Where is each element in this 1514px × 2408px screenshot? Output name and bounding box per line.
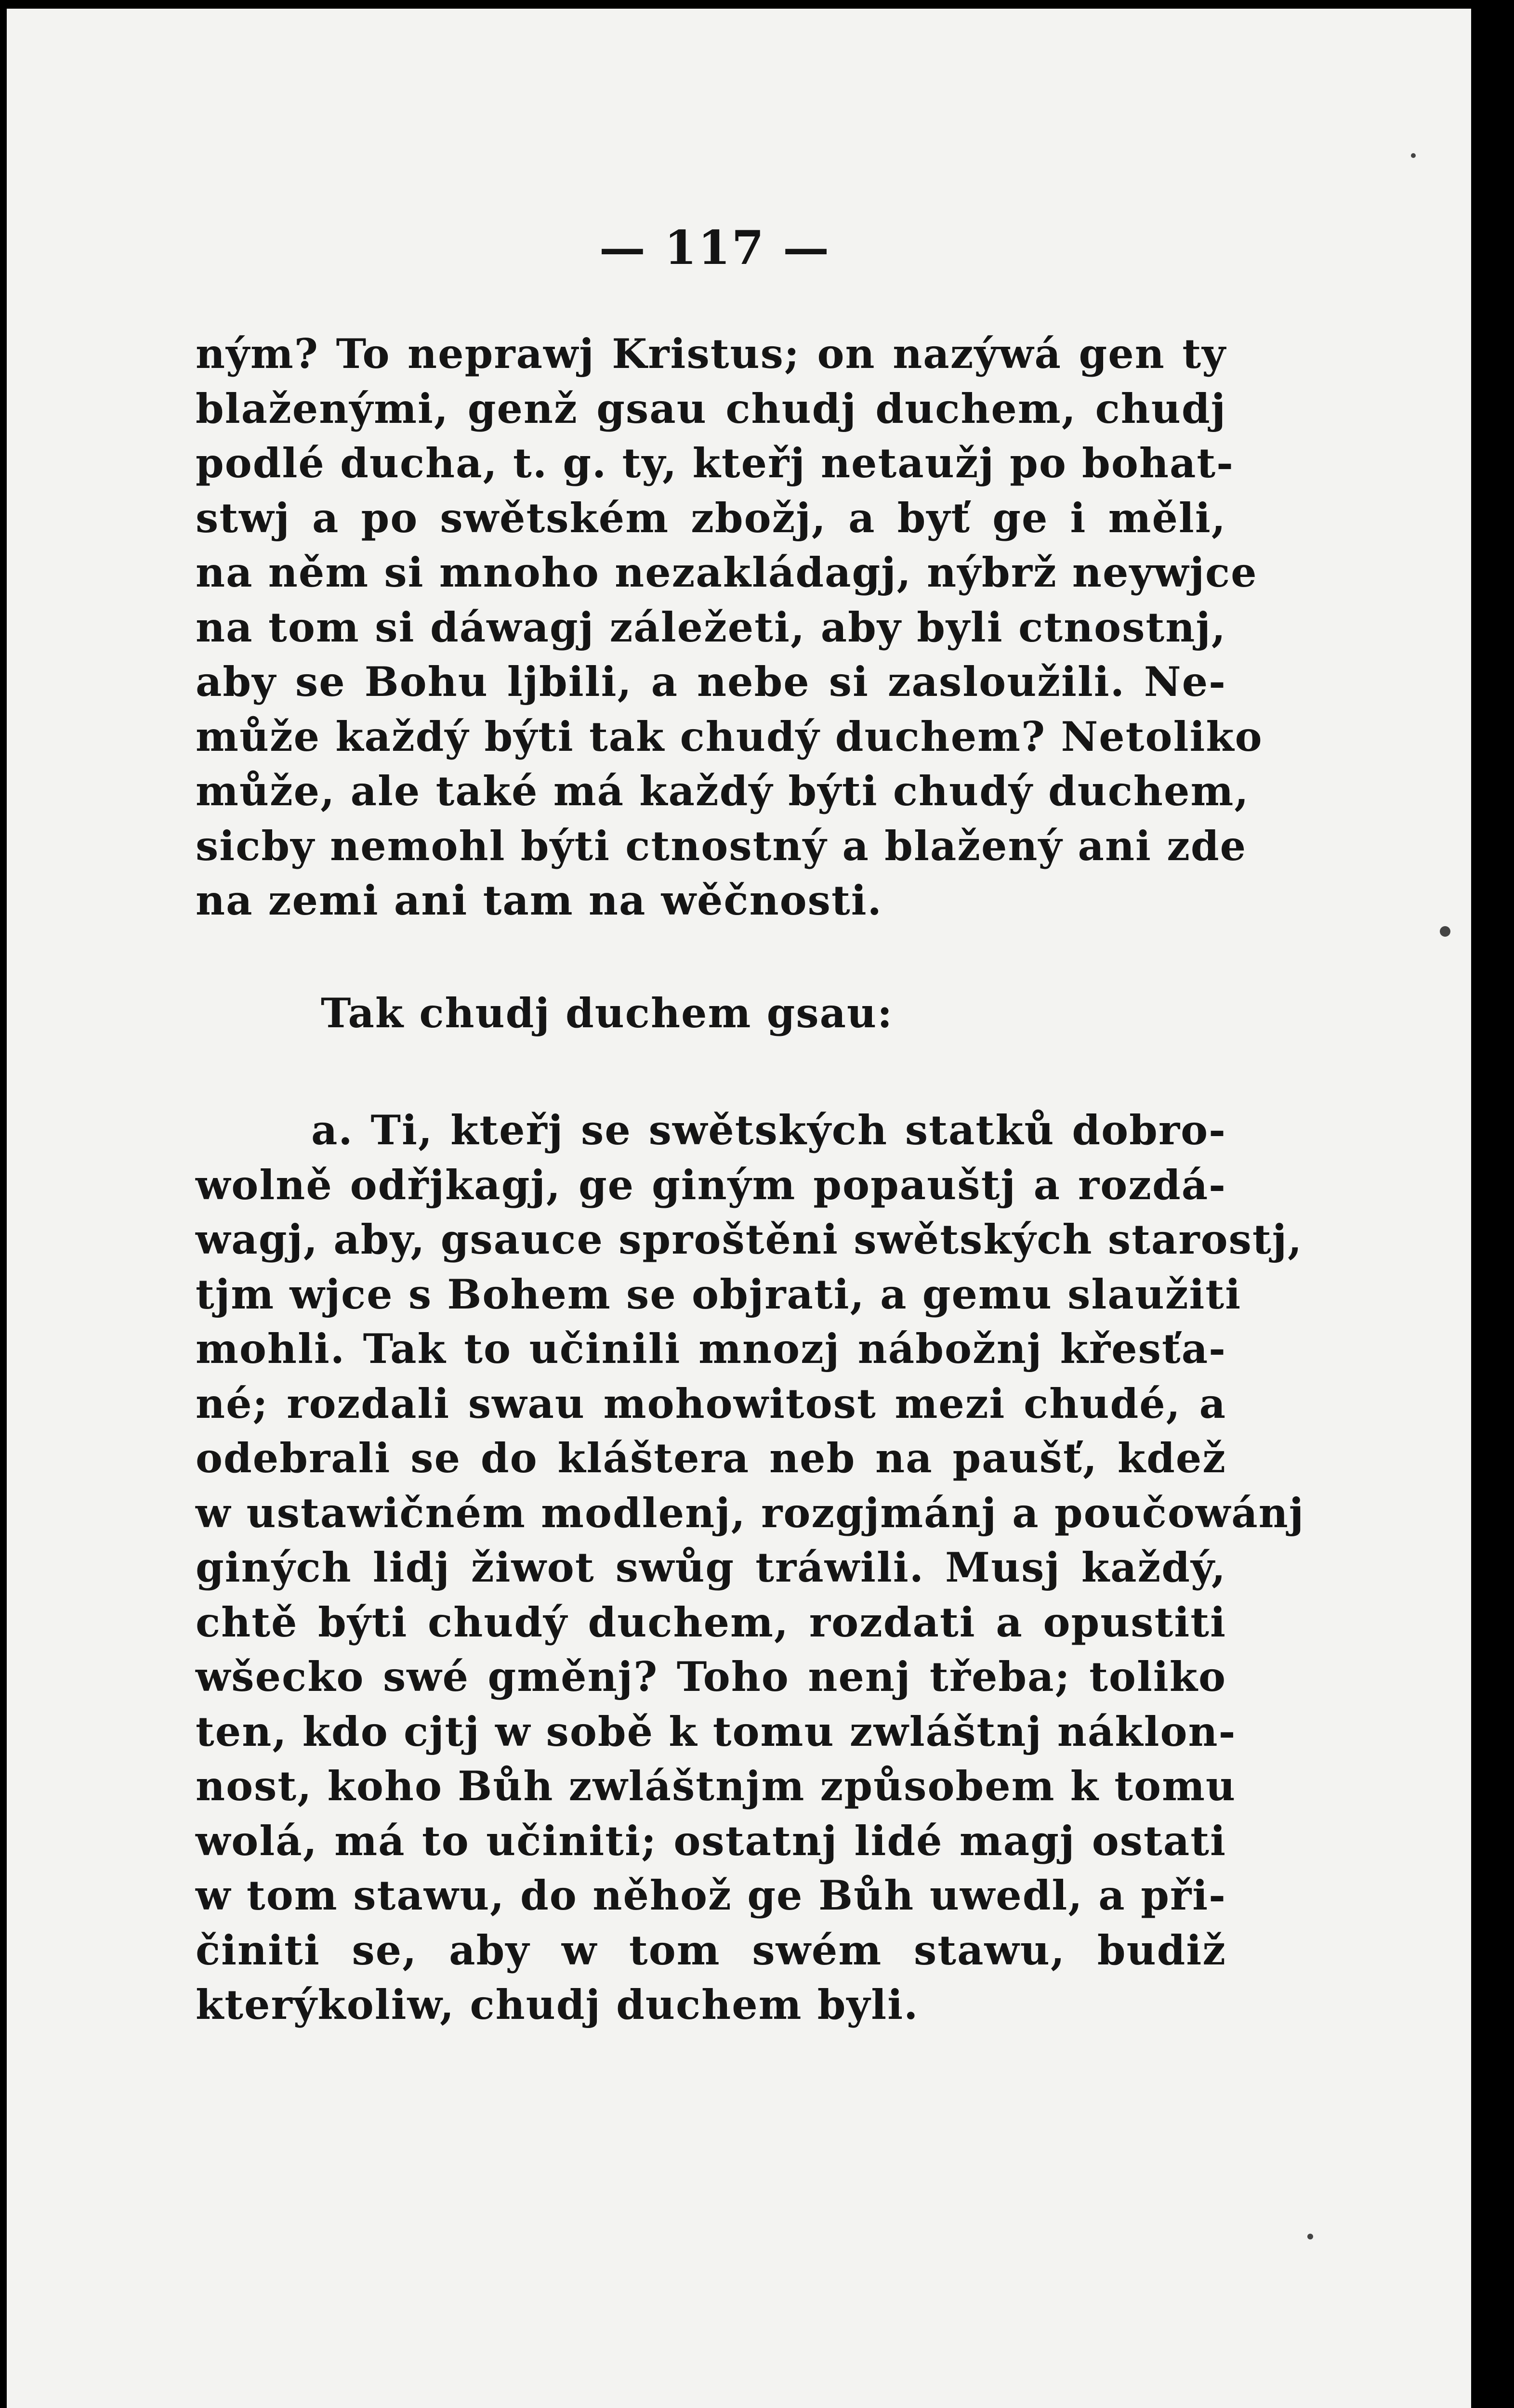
text-line: kterýkoliw, chudj duchem byli. — [196, 1981, 919, 2028]
text-line: chtě býti chudý duchem, rozdati a opustiti — [196, 1598, 1226, 1646]
text-line: wagj, aby, gsauce sproštěni swětských starostj, — [196, 1216, 1303, 1263]
text-line: na něm si mnoho nezakládagj, nýbrž neywjce — [196, 549, 1258, 596]
text-line: giných lidj žiwot swůg tráwili. Musj každý, — [196, 1544, 1226, 1591]
text-line: ným? To neprawj Kristus; on nazýwá gen ty — [196, 330, 1226, 378]
text-line: w tom stawu, do něhož ge Bůh uwedl, a při- — [196, 1871, 1226, 1919]
text-line: nost, koho Bůh zwláštnjm způsobem k tomu — [196, 1762, 1237, 1810]
text-line: blaženými, genž gsau chudj duchem, chudj — [196, 384, 1226, 432]
text-line: může, ale také má každý býti chudý duchem, — [196, 767, 1250, 815]
text-line: podlé ducha, t. g. ty, kteřj netaužj po bohat- — [196, 439, 1235, 487]
text-line: stwj a po swětském zbožj, a byť ge i měli, — [196, 494, 1226, 542]
paper-speck — [1440, 926, 1450, 937]
page-number: — 117 — — [599, 221, 831, 275]
text-line: w ustawičném modlenj, rozgjmánj a poučowánj — [196, 1489, 1305, 1537]
text-line: mohli. Tak to učinili mnozj nábožnj křesťa- — [196, 1325, 1226, 1373]
text-line: wolně odřjkagj, ge giným popauštj a rozdá- — [196, 1161, 1226, 1209]
text-line: wšecko swé gměnj? Toho nenj třeba; toliko — [196, 1653, 1226, 1701]
text-line: aby se Bohu ljbili, a nebe si zasloužili. Ne- — [196, 658, 1226, 706]
text-line: a. Ti, kteřj se swětských statků dobro- — [311, 1106, 1226, 1154]
text-line: ten, kdo cjtj w sobě k tomu zwláštnj náklon- — [196, 1707, 1237, 1755]
paragraph-2 — [196, 1103, 1305, 2032]
text-line: wolá, má to učiniti; ostatnj lidé magj ostati — [196, 1817, 1226, 1865]
text-line: sicby nemohl býti ctnostný a blažený ani zde — [196, 822, 1247, 870]
book-page — [7, 9, 1471, 2408]
paper-speck — [1307, 2234, 1313, 2239]
section-heading: Tak chudj duchem gsau: — [321, 989, 894, 1037]
text-line: na zemi ani tam na wěčnosti. — [196, 877, 882, 924]
page-text — [196, 327, 1305, 2032]
text-line: tjm wjce s Bohem se objrati, a gemu slaužiti — [196, 1270, 1242, 1318]
text-line: odebrali se do kláštera neb na paušť, kdež — [196, 1434, 1226, 1482]
text-line: né; rozdali swau mohowitost mezi chudé, a — [196, 1379, 1226, 1427]
text-line: může každý býti tak chudý duchem? Netoliko — [196, 712, 1263, 760]
text-line: činiti se, aby w tom swém stawu, budiž — [196, 1926, 1226, 1974]
paragraph-1 — [196, 327, 1263, 928]
paper-speck — [1411, 153, 1416, 158]
text-line: na tom si dáwagj záležeti, aby byli ctnostnj, — [196, 603, 1226, 651]
